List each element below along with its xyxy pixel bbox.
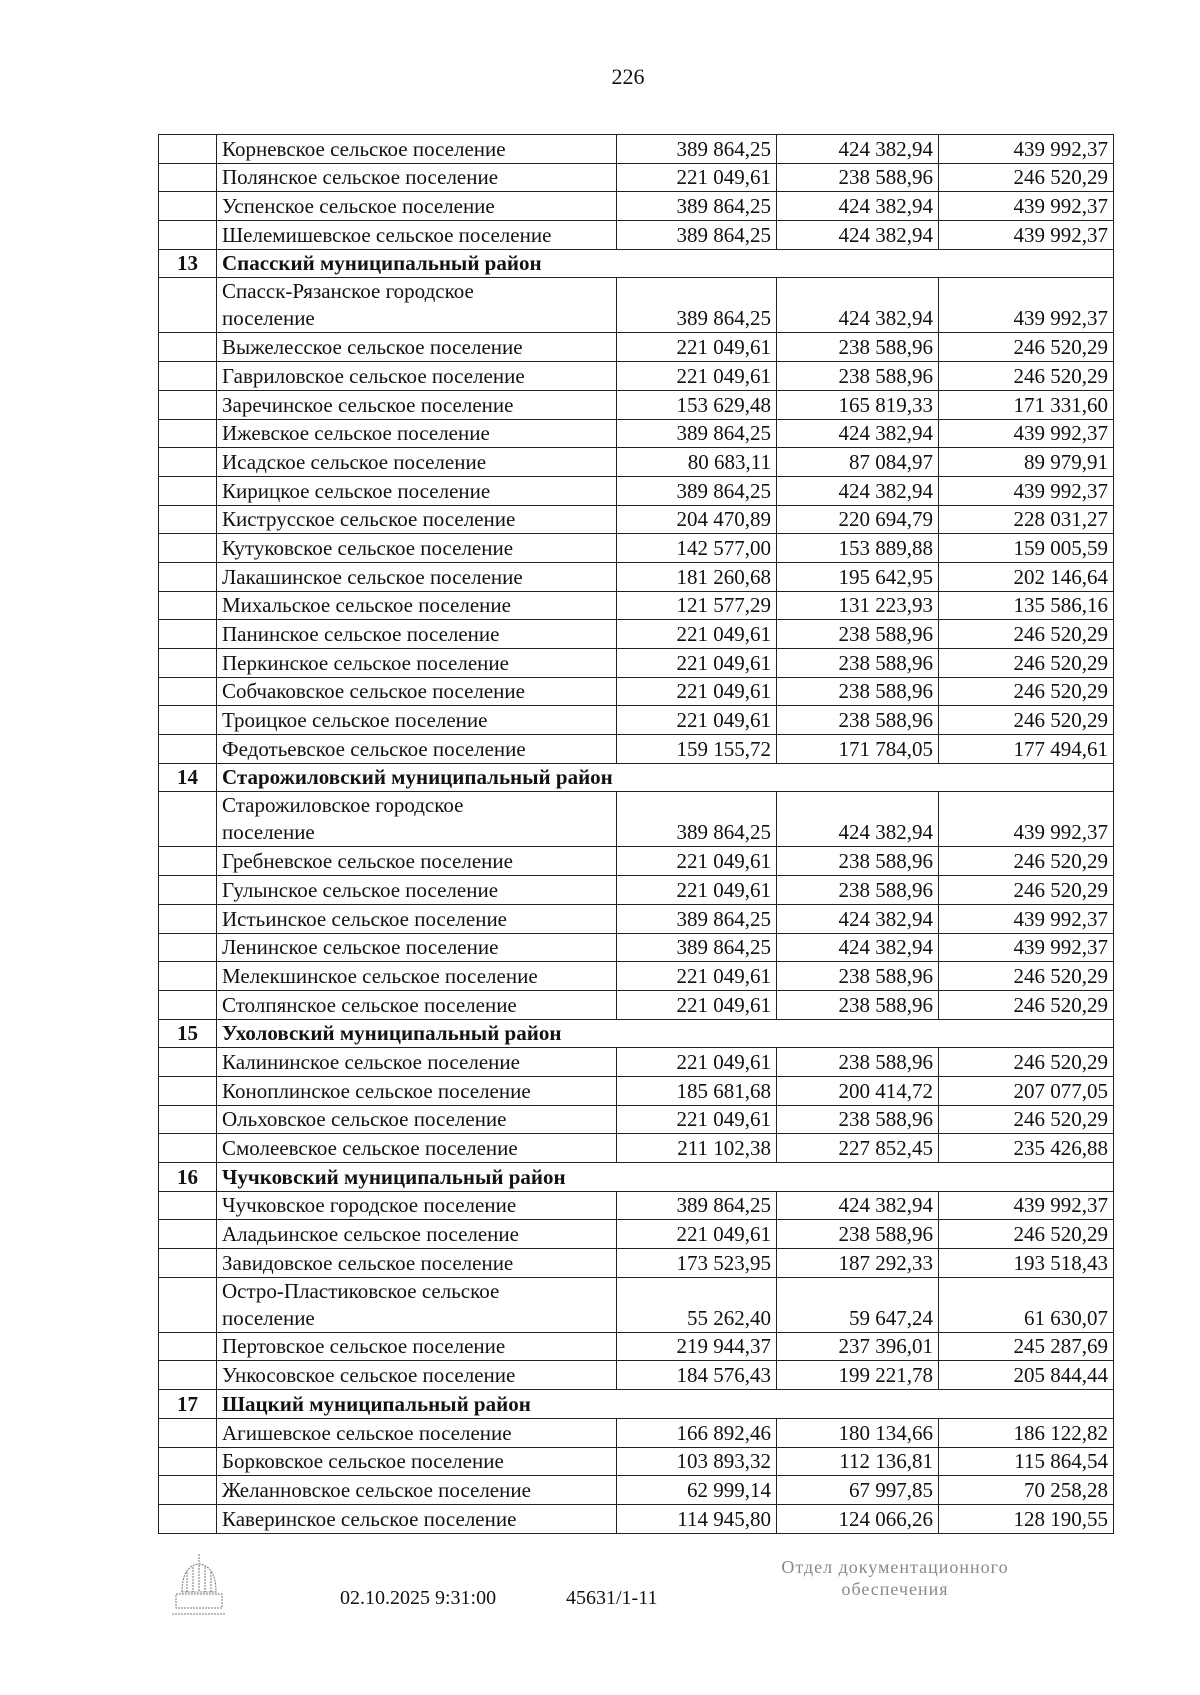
value-col-1: 221 049,61 <box>617 362 777 391</box>
value-col-1: 221 049,61 <box>617 333 777 362</box>
value-col-2: 238 588,96 <box>777 706 939 735</box>
value-col-3: 128 190,55 <box>939 1504 1114 1533</box>
value-col-2: 153 889,88 <box>777 534 939 563</box>
value-col-1: 221 049,61 <box>617 706 777 735</box>
value-col-3: 246 520,29 <box>939 990 1114 1019</box>
settlement-name: Столпянское сельское поселение <box>217 990 617 1019</box>
value-col-2: 124 066,26 <box>777 1504 939 1533</box>
row-number-cell <box>159 476 217 505</box>
settlement-name: Успенское сельское поселение <box>217 192 617 221</box>
district-header-row <box>159 763 1114 792</box>
table-row <box>159 904 1114 933</box>
value-col-2: 220 694,79 <box>777 505 939 534</box>
value-col-1: 389 864,25 <box>617 278 777 333</box>
row-number-cell <box>159 706 217 735</box>
department-stamp <box>745 1556 1045 1600</box>
value-col-2: 424 382,94 <box>777 419 939 448</box>
value-col-3: 61 630,07 <box>939 1277 1114 1332</box>
value-col-1: 204 470,89 <box>617 505 777 534</box>
settlement-name: Гребневское сельское поселение <box>217 847 617 876</box>
value-col-1: 121 577,29 <box>617 591 777 620</box>
value-col-1: 389 864,25 <box>617 192 777 221</box>
value-col-1: 103 893,32 <box>617 1447 777 1476</box>
value-col-2: 238 588,96 <box>777 847 939 876</box>
table-row <box>159 419 1114 448</box>
row-number-cell <box>159 1249 217 1278</box>
row-number-cell <box>159 448 217 477</box>
value-col-1: 221 049,61 <box>617 1105 777 1134</box>
district-number: 15 <box>159 1019 217 1048</box>
row-number-cell <box>159 847 217 876</box>
value-col-1: 389 864,25 <box>617 476 777 505</box>
value-col-1: 221 049,61 <box>617 163 777 192</box>
value-col-2: 238 588,96 <box>777 620 939 649</box>
table-row <box>159 135 1114 164</box>
row-number-cell <box>159 1277 217 1332</box>
row-number-cell <box>159 876 217 905</box>
settlement-name: Каверинское сельское поселение <box>217 1504 617 1533</box>
value-col-2: 187 292,33 <box>777 1249 939 1278</box>
row-number-cell <box>159 419 217 448</box>
table-row <box>159 990 1114 1019</box>
settlement-name: Агишевское сельское поселение <box>217 1418 617 1447</box>
district-title: Спасский муниципальный район <box>217 249 1114 278</box>
value-col-2: 131 223,93 <box>777 591 939 620</box>
settlement-name: Кутуковское сельское поселение <box>217 534 617 563</box>
row-number-cell <box>159 1048 217 1077</box>
value-col-2: 112 136,81 <box>777 1447 939 1476</box>
value-col-1: 221 049,61 <box>617 990 777 1019</box>
stamp-line: Отдел документационного <box>781 1557 1009 1577</box>
value-col-2: 238 588,96 <box>777 876 939 905</box>
value-col-1: 221 049,61 <box>617 876 777 905</box>
value-col-3: 135 586,16 <box>939 591 1114 620</box>
district-title: Ухоловский муниципальный район <box>217 1019 1114 1048</box>
settlement-name: Лакашинское сельское поселение <box>217 562 617 591</box>
settlement-name: Завидовское сельское поселение <box>217 1249 617 1278</box>
footer-date: 02.10.2025 9:31:00 <box>340 1587 497 1609</box>
settlement-name: Корневское сельское поселение <box>217 135 617 164</box>
district-title: Шацкий муниципальный район <box>217 1390 1114 1419</box>
value-col-1: 55 262,40 <box>617 1277 777 1332</box>
row-number-cell <box>159 192 217 221</box>
row-number-cell <box>159 904 217 933</box>
value-col-3: 246 520,29 <box>939 1220 1114 1249</box>
table-row <box>159 1504 1114 1533</box>
district-title: Чучковский муниципальный район <box>217 1163 1114 1192</box>
table-row <box>159 1191 1114 1220</box>
table-row <box>159 1048 1114 1077</box>
value-col-2: 59 647,24 <box>777 1277 939 1332</box>
value-col-3: 202 146,64 <box>939 562 1114 591</box>
value-col-3: 439 992,37 <box>939 904 1114 933</box>
row-number-cell <box>159 649 217 678</box>
row-number-cell <box>159 591 217 620</box>
table-row <box>159 362 1114 391</box>
value-col-3: 246 520,29 <box>939 620 1114 649</box>
value-col-3: 439 992,37 <box>939 419 1114 448</box>
settlement-name: Борковское сельское поселение <box>217 1447 617 1476</box>
table-row <box>159 735 1114 764</box>
row-number-cell <box>159 962 217 991</box>
district-header-row <box>159 1163 1114 1192</box>
table-row <box>159 390 1114 419</box>
row-number-cell <box>159 933 217 962</box>
row-number-cell <box>159 1134 217 1163</box>
settlement-name: Смолеевское сельское поселение <box>217 1134 617 1163</box>
value-col-1: 153 629,48 <box>617 390 777 419</box>
settlement-name: Шелемишевское сельское поселение <box>217 221 617 250</box>
value-col-1: 389 864,25 <box>617 933 777 962</box>
value-col-2: 424 382,94 <box>777 476 939 505</box>
value-col-1: 173 523,95 <box>617 1249 777 1278</box>
value-col-2: 238 588,96 <box>777 677 939 706</box>
value-col-3: 115 864,54 <box>939 1447 1114 1476</box>
value-col-1: 389 864,25 <box>617 135 777 164</box>
row-number-cell <box>159 163 217 192</box>
value-col-1: 184 576,43 <box>617 1361 777 1390</box>
row-number-cell <box>159 990 217 1019</box>
row-number-cell <box>159 135 217 164</box>
table-row <box>159 649 1114 678</box>
value-col-2: 195 642,95 <box>777 562 939 591</box>
table-row <box>159 1447 1114 1476</box>
row-number-cell <box>159 1504 217 1533</box>
table-row <box>159 591 1114 620</box>
value-col-2: 67 997,85 <box>777 1476 939 1505</box>
value-col-2: 424 382,94 <box>777 135 939 164</box>
table-row <box>159 1418 1114 1447</box>
value-col-2: 424 382,94 <box>777 192 939 221</box>
value-col-3: 171 331,60 <box>939 390 1114 419</box>
value-col-3: 177 494,61 <box>939 735 1114 764</box>
table-row <box>159 1476 1114 1505</box>
value-col-2: 238 588,96 <box>777 1048 939 1077</box>
table-row <box>159 933 1114 962</box>
row-number-cell <box>159 1476 217 1505</box>
value-col-2: 424 382,94 <box>777 792 939 847</box>
district-number: 14 <box>159 763 217 792</box>
value-col-2: 165 819,33 <box>777 390 939 419</box>
value-col-1: 389 864,25 <box>617 1191 777 1220</box>
row-number-cell <box>159 1418 217 1447</box>
row-number-cell <box>159 562 217 591</box>
value-col-1: 221 049,61 <box>617 847 777 876</box>
value-col-2: 238 588,96 <box>777 649 939 678</box>
table-row <box>159 792 1114 847</box>
table-row <box>159 221 1114 250</box>
value-col-2: 199 221,78 <box>777 1361 939 1390</box>
row-number-cell <box>159 677 217 706</box>
district-header-row <box>159 1019 1114 1048</box>
value-col-3: 246 520,29 <box>939 163 1114 192</box>
value-col-1: 221 049,61 <box>617 677 777 706</box>
settlement-name: Михальское сельское поселение <box>217 591 617 620</box>
row-number-cell <box>159 1220 217 1249</box>
table-row <box>159 706 1114 735</box>
row-number-cell <box>159 505 217 534</box>
value-col-3: 439 992,37 <box>939 1191 1114 1220</box>
settlement-name: Коноплинское сельское поселение <box>217 1076 617 1105</box>
settlement-name: Ункосовское сельское поселение <box>217 1361 617 1390</box>
row-number-cell <box>159 1191 217 1220</box>
value-col-3: 235 426,88 <box>939 1134 1114 1163</box>
table-row <box>159 1220 1114 1249</box>
value-col-1: 211 102,38 <box>617 1134 777 1163</box>
settlement-name: Гавриловское сельское поселение <box>217 362 617 391</box>
value-col-2: 424 382,94 <box>777 933 939 962</box>
value-col-1: 221 049,61 <box>617 620 777 649</box>
value-col-3: 439 992,37 <box>939 192 1114 221</box>
district-header-row <box>159 249 1114 278</box>
settlement-name: Желанновское сельское поселение <box>217 1476 617 1505</box>
table-row <box>159 620 1114 649</box>
row-number-cell <box>159 362 217 391</box>
value-col-2: 238 588,96 <box>777 962 939 991</box>
settlement-name: Аладьинское сельское поселение <box>217 1220 617 1249</box>
table-row <box>159 278 1114 333</box>
value-col-3: 439 992,37 <box>939 135 1114 164</box>
row-number-cell <box>159 534 217 563</box>
district-number: 17 <box>159 1390 217 1419</box>
row-number-cell <box>159 1447 217 1476</box>
district-number: 13 <box>159 249 217 278</box>
value-col-2: 424 382,94 <box>777 221 939 250</box>
value-col-1: 389 864,25 <box>617 221 777 250</box>
value-col-2: 87 084,97 <box>777 448 939 477</box>
value-col-2: 238 588,96 <box>777 990 939 1019</box>
value-col-1: 221 049,61 <box>617 1048 777 1077</box>
settlement-name: Чучковское городское поселение <box>217 1191 617 1220</box>
value-col-1: 389 864,25 <box>617 419 777 448</box>
row-number-cell <box>159 333 217 362</box>
settlement-name: Остро-Пластиковское сельское поселение <box>217 1277 617 1332</box>
table-row <box>159 677 1114 706</box>
settlement-name: Ижевское сельское поселение <box>217 419 617 448</box>
value-col-2: 238 588,96 <box>777 1105 939 1134</box>
row-number-cell <box>159 620 217 649</box>
district-number: 16 <box>159 1163 217 1192</box>
value-col-2: 227 852,45 <box>777 1134 939 1163</box>
settlement-name: Панинское сельское поселение <box>217 620 617 649</box>
value-col-3: 228 031,27 <box>939 505 1114 534</box>
settlement-name: Калининское сельское поселение <box>217 1048 617 1077</box>
value-col-1: 185 681,68 <box>617 1076 777 1105</box>
table-row <box>159 534 1114 563</box>
settlement-name: Ленинское сельское поселение <box>217 933 617 962</box>
value-col-3: 439 992,37 <box>939 221 1114 250</box>
value-col-3: 246 520,29 <box>939 362 1114 391</box>
table-row <box>159 847 1114 876</box>
row-number-cell <box>159 390 217 419</box>
table-row <box>159 962 1114 991</box>
footer-doc-id: 45631/1-11 <box>566 1587 658 1609</box>
table-row <box>159 1361 1114 1390</box>
settlement-name: Киструсское сельское поселение <box>217 505 617 534</box>
value-col-1: 80 683,11 <box>617 448 777 477</box>
row-number-cell <box>159 735 217 764</box>
value-col-1: 114 945,80 <box>617 1504 777 1533</box>
settlement-name: Гулынское сельское поселение <box>217 876 617 905</box>
district-header-row <box>159 1390 1114 1419</box>
value-col-1: 221 049,61 <box>617 649 777 678</box>
settlement-name: Мелекшинское сельское поселение <box>217 962 617 991</box>
table-row <box>159 505 1114 534</box>
value-col-2: 238 588,96 <box>777 362 939 391</box>
table-row <box>159 1249 1114 1278</box>
row-number-cell <box>159 1105 217 1134</box>
value-col-3: 439 992,37 <box>939 792 1114 847</box>
value-col-3: 246 520,29 <box>939 649 1114 678</box>
value-col-3: 439 992,37 <box>939 278 1114 333</box>
value-col-3: 246 520,29 <box>939 962 1114 991</box>
settlement-name: Собчаковское сельское поселение <box>217 677 617 706</box>
stamp-line: обеспечения <box>841 1579 949 1599</box>
settlement-name: Кирицкое сельское поселение <box>217 476 617 505</box>
settlement-name: Старожиловское городское поселение <box>217 792 617 847</box>
row-number-cell <box>159 221 217 250</box>
value-col-2: 200 414,72 <box>777 1076 939 1105</box>
row-number-cell <box>159 792 217 847</box>
value-col-2: 238 588,96 <box>777 333 939 362</box>
row-number-cell <box>159 1076 217 1105</box>
settlement-name: Истьинское сельское поселение <box>217 904 617 933</box>
value-col-3: 246 520,29 <box>939 876 1114 905</box>
settlement-name: Спасск-Рязанское городское поселение <box>217 278 617 333</box>
value-col-2: 238 588,96 <box>777 1220 939 1249</box>
value-col-1: 221 049,61 <box>617 1220 777 1249</box>
settlement-name: Федотьевское сельское поселение <box>217 735 617 764</box>
value-col-1: 221 049,61 <box>617 962 777 991</box>
value-col-1: 389 864,25 <box>617 904 777 933</box>
table-row <box>159 1277 1114 1332</box>
value-col-2: 180 134,66 <box>777 1418 939 1447</box>
value-col-1: 389 864,25 <box>617 792 777 847</box>
row-number-cell <box>159 1332 217 1361</box>
value-col-3: 245 287,69 <box>939 1332 1114 1361</box>
value-col-3: 70 258,28 <box>939 1476 1114 1505</box>
table-row <box>159 1105 1114 1134</box>
value-col-2: 424 382,94 <box>777 904 939 933</box>
budget-table <box>158 134 1114 1534</box>
value-col-3: 246 520,29 <box>939 706 1114 735</box>
table-row <box>159 562 1114 591</box>
value-col-1: 62 999,14 <box>617 1476 777 1505</box>
table-row <box>159 333 1114 362</box>
table-row <box>159 876 1114 905</box>
settlement-name: Выжелесское сельское поселение <box>217 333 617 362</box>
table-row <box>159 476 1114 505</box>
value-col-2: 424 382,94 <box>777 278 939 333</box>
table-row <box>159 163 1114 192</box>
value-col-2: 238 588,96 <box>777 163 939 192</box>
table-row <box>159 1332 1114 1361</box>
value-col-2: 237 396,01 <box>777 1332 939 1361</box>
value-col-3: 439 992,37 <box>939 933 1114 962</box>
value-col-3: 246 520,29 <box>939 333 1114 362</box>
value-col-1: 159 155,72 <box>617 735 777 764</box>
value-col-3: 439 992,37 <box>939 476 1114 505</box>
row-number-cell <box>159 1361 217 1390</box>
settlement-name: Исадское сельское поселение <box>217 448 617 477</box>
value-col-3: 207 077,05 <box>939 1076 1114 1105</box>
duma-logo-icon <box>170 1552 228 1622</box>
table-row <box>159 1134 1114 1163</box>
value-col-2: 171 784,05 <box>777 735 939 764</box>
table-row <box>159 448 1114 477</box>
value-col-1: 166 892,46 <box>617 1418 777 1447</box>
district-title: Старожиловский муниципальный район <box>217 763 1114 792</box>
settlement-name: Пертовское сельское поселение <box>217 1332 617 1361</box>
value-col-3: 186 122,82 <box>939 1418 1114 1447</box>
value-col-3: 246 520,29 <box>939 677 1114 706</box>
settlement-name: Заречинское сельское поселение <box>217 390 617 419</box>
table-row <box>159 1076 1114 1105</box>
row-number-cell <box>159 278 217 333</box>
value-col-1: 181 260,68 <box>617 562 777 591</box>
value-col-3: 246 520,29 <box>939 1048 1114 1077</box>
value-col-3: 205 844,44 <box>939 1361 1114 1390</box>
value-col-3: 193 518,43 <box>939 1249 1114 1278</box>
value-col-3: 246 520,29 <box>939 1105 1114 1134</box>
settlement-name: Троицкое сельское поселение <box>217 706 617 735</box>
value-col-1: 219 944,37 <box>617 1332 777 1361</box>
settlement-name: Ольховское сельское поселение <box>217 1105 617 1134</box>
value-col-3: 246 520,29 <box>939 847 1114 876</box>
page-number: 226 <box>611 64 645 89</box>
settlement-name: Полянское сельское поселение <box>217 163 617 192</box>
settlement-name: Перкинское сельское поселение <box>217 649 617 678</box>
value-col-3: 159 005,59 <box>939 534 1114 563</box>
value-col-1: 142 577,00 <box>617 534 777 563</box>
value-col-2: 424 382,94 <box>777 1191 939 1220</box>
table-row <box>159 192 1114 221</box>
value-col-3: 89 979,91 <box>939 448 1114 477</box>
